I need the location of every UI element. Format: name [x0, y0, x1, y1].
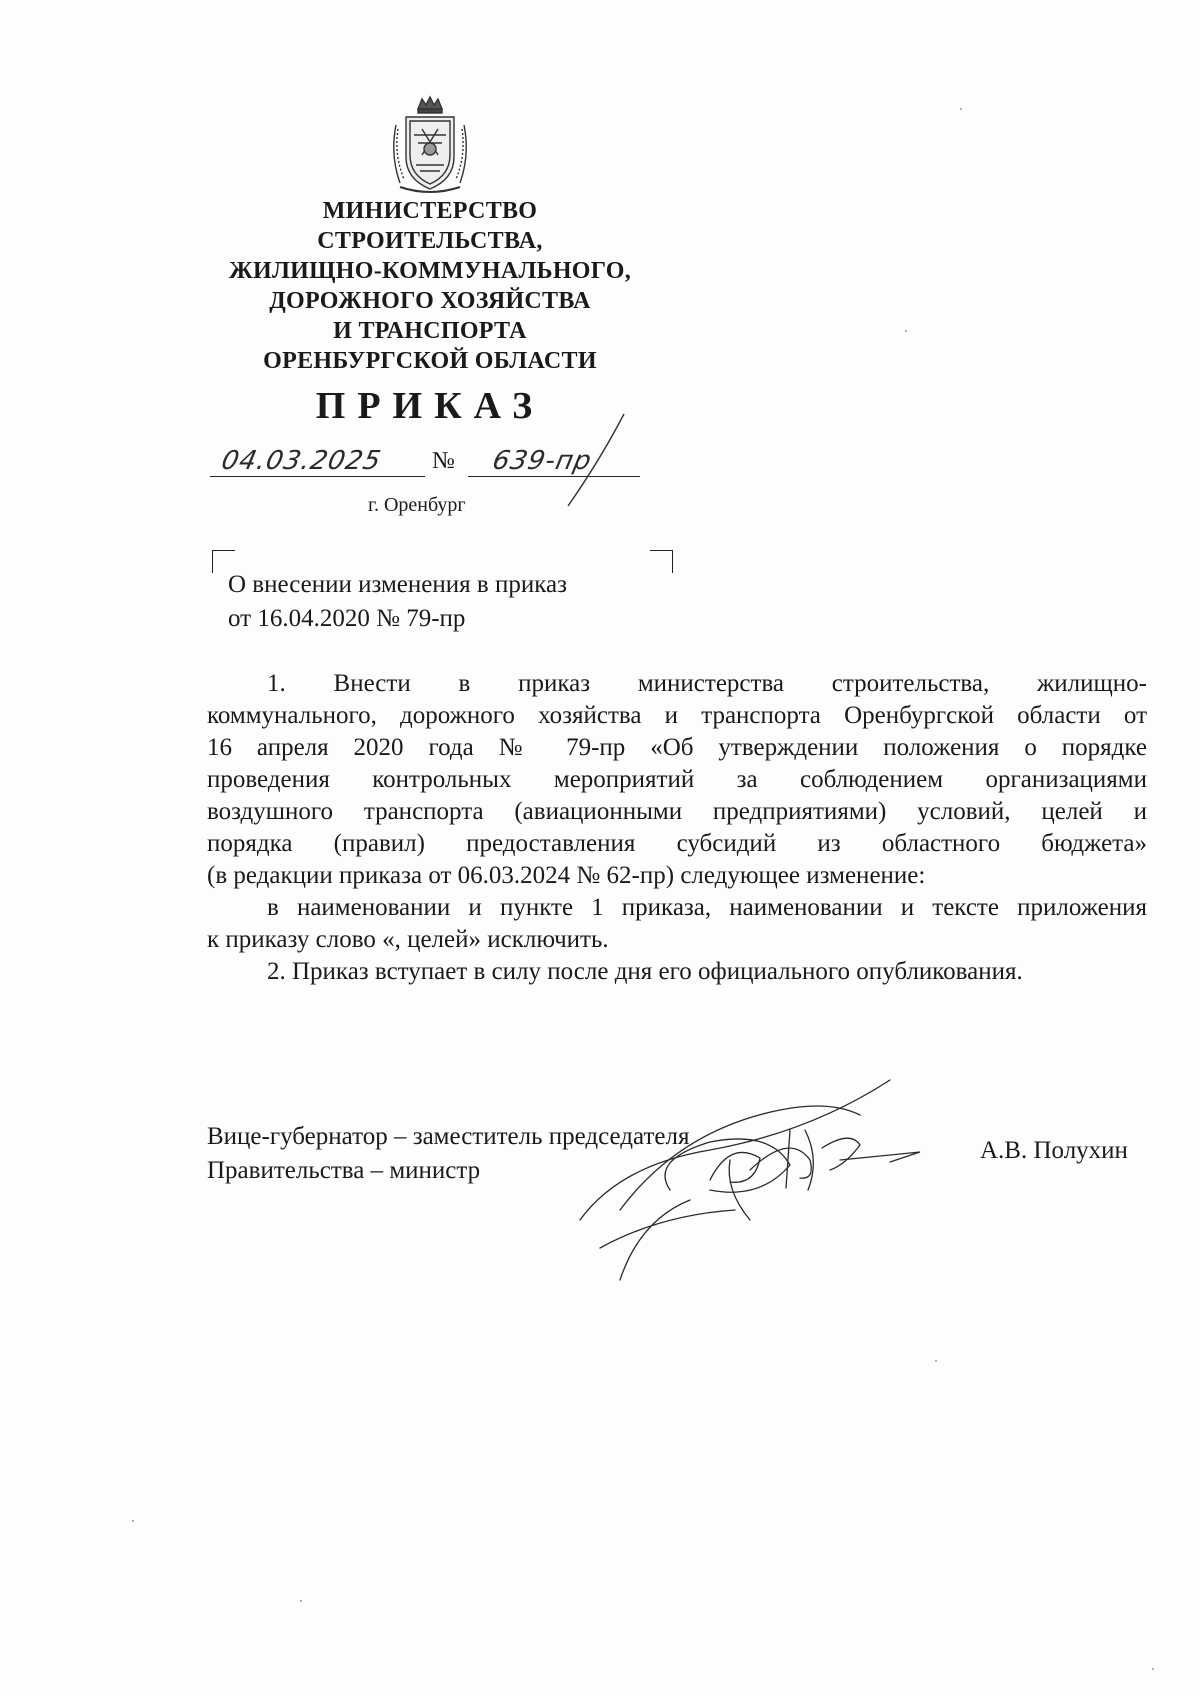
order-number: 639-пр	[489, 446, 595, 476]
body-line: (в редакции приказа от 06.03.2024 № 62-пр) следующее изменение:	[207, 862, 926, 889]
city-label: г. Оренбург	[368, 494, 466, 516]
order-subject	[228, 568, 567, 636]
subject-line: О внесении изменения в приказ	[228, 571, 567, 598]
body-line: 16 апреля 2020 года № 79-пр «Об утверждении положения о порядке	[207, 734, 1147, 761]
body-line: проведения контрольных мероприятий за соблюдением организациями	[207, 766, 1147, 793]
signatory-position-line: Вице-губернатор – заместитель председателя	[207, 1123, 690, 1150]
scan-speck	[935, 1360, 937, 1362]
scan-speck	[300, 1600, 302, 1602]
ministry-line: И ТРАНСПОРТА	[333, 318, 527, 344]
scan-speck	[132, 1520, 134, 1522]
body-line: в наименовании и пункте 1 приказа, наименовании и тексте приложения	[267, 894, 1147, 921]
order-body	[207, 668, 1147, 988]
body-line: порядка (правил) предоставления субсидий из областного бюджета»	[207, 830, 1147, 857]
body-line: к приказу слово «, целей» исключить.	[207, 926, 609, 953]
scan-speck	[905, 330, 907, 332]
body-line: воздушного транспорта (авиационными предприятиями) условий, целей и	[207, 798, 1147, 825]
body-line: коммунального, дорожного хозяйства и транспорта Оренбургской области от	[207, 702, 1147, 729]
order-date: 04.03.2025	[218, 446, 385, 476]
order-date-field	[210, 440, 425, 477]
scan-speck	[960, 108, 962, 110]
ministry-line: ОРЕНБУРГСКОЙ ОБЛАСТИ	[263, 348, 597, 374]
body-line: 2. Приказ вступает в силу после дня его официального опубликования.	[267, 958, 1023, 985]
subject-line: от 16.04.2020 № 79-пр	[228, 605, 466, 632]
ministry-line: МИНИСТЕРСТВО	[322, 198, 538, 224]
body-line: 1. Внести в приказ министерства строительства, жилищно-	[267, 670, 1147, 697]
signatory-position-line: Правительства – министр	[207, 1157, 481, 1184]
ministry-name	[200, 196, 660, 376]
number-sign: №	[432, 448, 455, 474]
number-slash-mark	[560, 410, 630, 510]
document-type-title: ПРИКАЗ	[315, 385, 545, 427]
ministry-line: СТРОИТЕЛЬСТВА,	[317, 228, 543, 254]
signatory-name: А.В. Полухин	[980, 1137, 1128, 1164]
coat-of-arms-icon	[388, 95, 472, 195]
ministry-line: ЖИЛИЩНО-КОММУНАЛЬНОГО,	[228, 258, 632, 284]
ministry-line: ДОРОЖНОГО ХОЗЯЙСТВА	[269, 288, 591, 314]
handwritten-signature	[560, 1070, 990, 1290]
subject-bracket-right	[650, 550, 673, 573]
scan-speck	[1152, 1668, 1154, 1670]
